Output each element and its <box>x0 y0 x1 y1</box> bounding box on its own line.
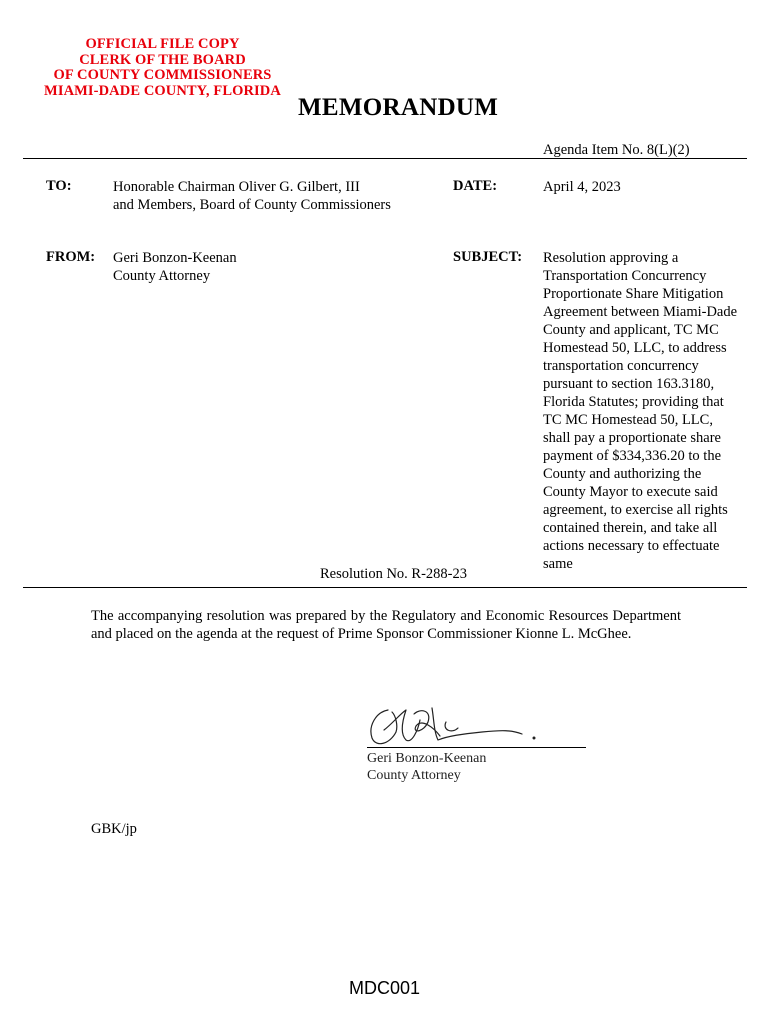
signer-name: Geri Bonzon-Keenan <box>367 751 487 766</box>
official-file-copy-stamp <box>30 37 295 99</box>
date-label: DATE: <box>453 178 498 194</box>
from-label: FROM: <box>46 249 96 265</box>
subject-line: actions necessary to effectuate <box>543 538 720 554</box>
memo-body-paragraph: The accompanying resolution was prepared by the Regulatory and Economic Resources Department and placed on the agenda at the request of Prime Sponsor Commissioner Kionne L. McGhee. <box>91 608 681 642</box>
subject-line: Resolution approving a <box>543 250 679 266</box>
subject-line: same <box>543 556 573 572</box>
stamp-line: CLERK OF THE BOARD <box>79 51 246 68</box>
stamp-line: OFFICIAL FILE COPY <box>85 36 240 52</box>
subject-label: SUBJECT: <box>453 249 523 265</box>
memorandum-title: MEMORANDUM <box>298 94 499 121</box>
subject-line: shall pay a proportionate share <box>543 430 721 446</box>
to-line: and Members, Board of County Commissioners <box>113 197 391 213</box>
signer-title: County Attorney <box>367 768 461 783</box>
subject-line: contained therein, and take all <box>543 520 718 536</box>
subject-line: pursuant to section 163.3180, <box>543 376 715 392</box>
subject-line: agreement, to exercise all rights <box>543 502 728 518</box>
subject-line: Transportation Concurrency <box>543 268 707 284</box>
subject-line: Florida Statutes; providing that <box>543 394 724 410</box>
date-value: April 4, 2023 <box>543 179 621 195</box>
from-line: Geri Bonzon-Keenan <box>113 250 237 266</box>
typist-initials: GBK/jp <box>91 821 137 837</box>
from-sender <box>113 249 237 285</box>
to-recipient <box>113 178 391 214</box>
agenda-item-number: Agenda Item No. 8(L)(2) <box>543 142 690 158</box>
subject-line: County and authorizing the <box>543 466 702 482</box>
resolution-number: Resolution No. R-288-23 <box>320 566 468 582</box>
subject-line: Agreement between Miami-Dade <box>543 304 738 320</box>
body-divider <box>23 587 747 588</box>
header-divider <box>23 158 747 159</box>
to-line: Honorable Chairman Oliver G. Gilbert, III <box>113 179 360 195</box>
stamp-line: MIAMI-DADE COUNTY, FLORIDA <box>44 82 281 99</box>
signature-line <box>367 747 586 748</box>
handwritten-signature <box>362 700 592 752</box>
subject-line: Homestead 50, LLC, to address <box>543 340 727 356</box>
stamp-line: OF COUNTY COMMISSIONERS <box>53 67 272 83</box>
subject-text <box>543 249 753 573</box>
from-line: County Attorney <box>113 268 211 284</box>
subject-line: transportation concurrency <box>543 358 699 374</box>
page-code: MDC001 <box>349 978 421 998</box>
subject-line: Proportionate Share Mitigation <box>543 286 724 302</box>
subject-line: County and applicant, TC MC <box>543 322 719 338</box>
subject-line: TC MC Homestead 50, LLC, <box>543 412 713 428</box>
signature-block <box>367 750 486 784</box>
subject-line: County Mayor to execute said <box>543 484 718 500</box>
subject-line: payment of $334,336.20 to the <box>543 448 722 464</box>
to-label: TO: <box>46 178 72 194</box>
